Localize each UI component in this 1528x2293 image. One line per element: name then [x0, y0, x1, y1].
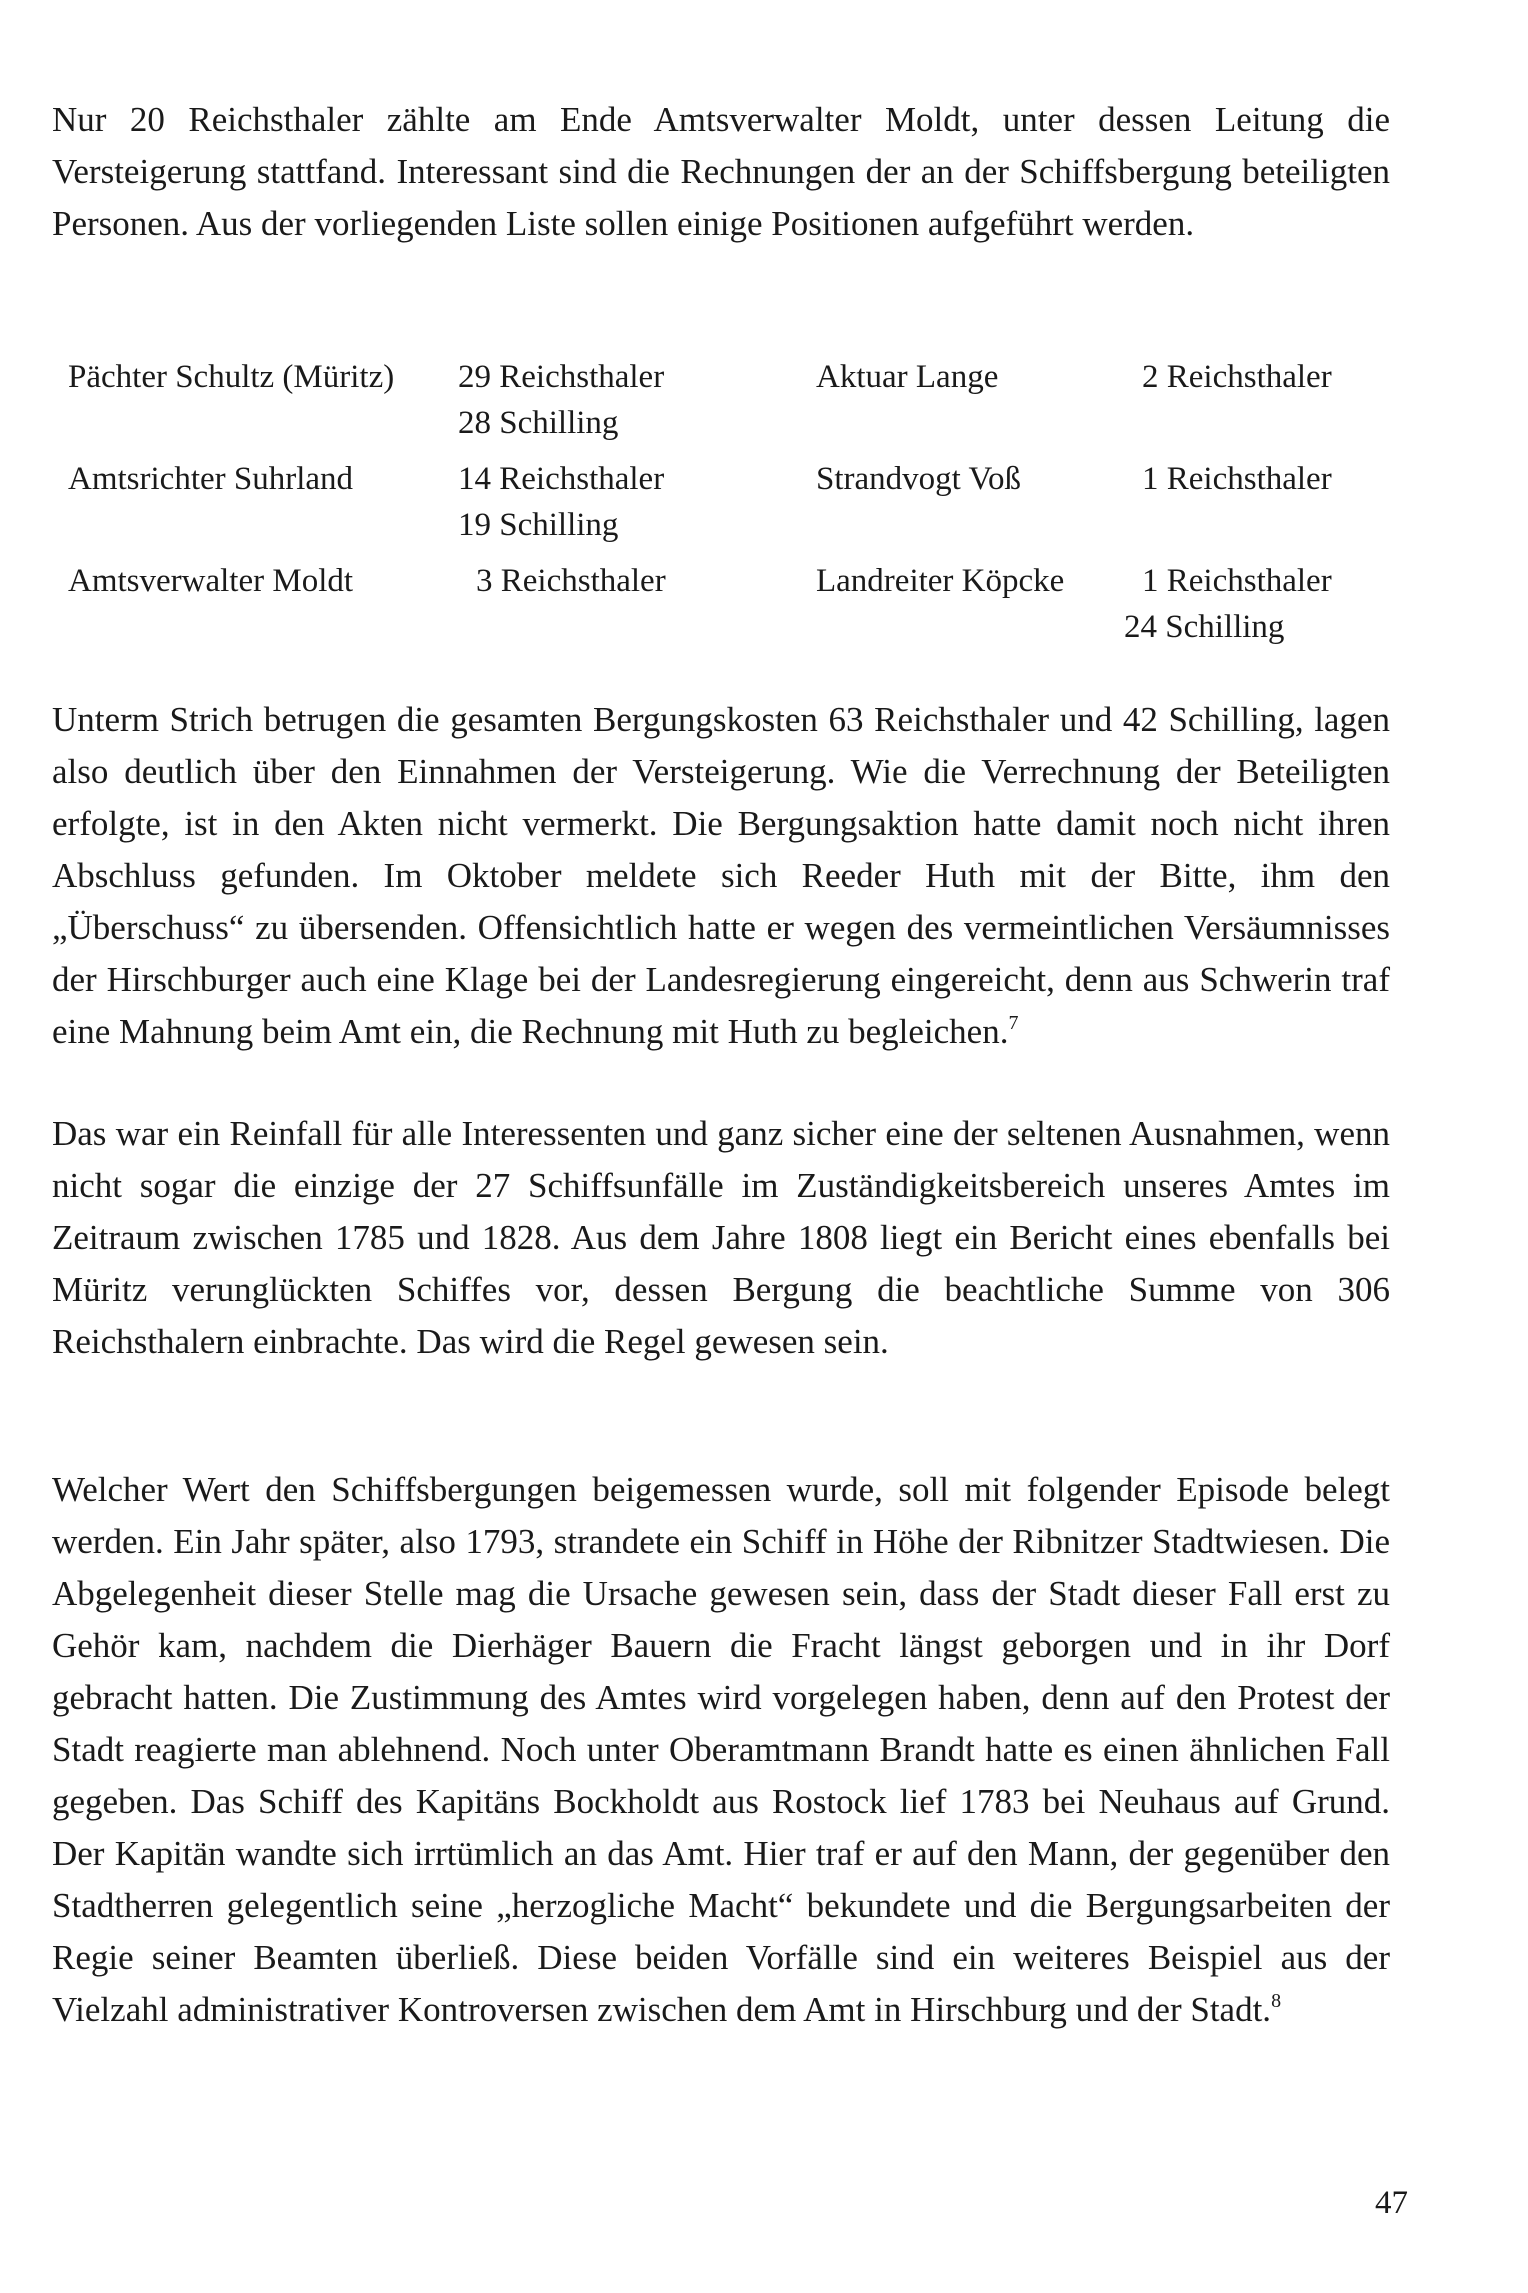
page-number: 47 — [1375, 2185, 1408, 2221]
paragraph-episode — [52, 1464, 1390, 2036]
cost-value — [1124, 558, 1354, 650]
cost-value-line1: 1 Reichsthaler — [1142, 563, 1332, 599]
cost-value-line1: 3 Reichsthaler — [476, 563, 666, 599]
cost-value-line2: 28 Schilling — [458, 405, 619, 441]
paragraph-episode-text: Welcher Wert den Schiffsbergungen beigemessen wurde, soll mit folgender Episode belegt werden. Ein Jahr später, also 1793, strandete ein Schiff in Höhe der Ribnitzer Stadtwiesen. Die Abgelegenheit dieser Stelle mag die Ursache gewesen sein, dass der Stadt dieser Fall erst zu Gehör kam, nachdem die Dierhäger Bauern die Fracht längst geborgen und in ihr Dorf gebracht hatten. Die Zustimmung des Amtes wird vorgelegen haben, denn auf den Protest der Stadt reagierte man ablehnend. Noch unter Oberamtmann Brandt hatte es einen ähnlichen Fall gegeben. Das Schiff des Kapitäns Bockholdt aus Rostock lief 1783 bei Neuhaus auf Grund. Der Kapitän wandte sich irrtümlich an das Amt. Hier traf er auf den Mann, der gegenüber den Stadtherren gelegentlich seine „herzogliche Macht“ bekundete und die Bergungsarbeiten der Regie seiner Beamten überließ. Diese beiden Vorfälle sind ein weiteres Beispiel aus der Vielzahl administrativer Kontroversen zwischen dem Amt in Hirschburg und der Stadt. — [52, 1470, 1390, 2029]
cost-value — [1124, 354, 1354, 400]
cost-name: Aktuar Lange — [816, 359, 999, 395]
cost-value-line2: 24 Schilling — [1124, 609, 1285, 645]
paragraph-exception: Das war ein Reinfall für alle Interessenten und ganz sicher eine der seltenen Ausnahmen, wenn nicht sogar die einzige der 27 Schiffsunfälle im Zuständigkeitsbereich unseres Amtes im Zeitraum zwischen 1785 und 1828. Aus dem Jahre 1808 liegt ein Bericht eines ebenfalls bei Müritz verunglückten Schiffes vor, dessen Bergung die beachtliche Summe von 306 Reichsthalern einbrachte. Das wird die Regel gewesen sein. — [52, 1114, 1390, 1361]
cost-name: Strandvogt Voß — [816, 461, 1022, 497]
cost-value — [458, 558, 688, 604]
cost-value — [458, 354, 688, 446]
cost-value — [458, 456, 688, 548]
cost-value-line1: 2 Reichsthaler — [1142, 359, 1332, 395]
cost-name: Pächter Schultz (Müritz) — [68, 359, 395, 395]
footnote-marker: 7 — [1008, 1012, 1019, 1034]
footnote-marker: 8 — [1271, 1990, 1282, 2012]
paragraph-intro: Nur 20 Reichsthaler zählte am Ende Amtsverwalter Moldt, unter dessen Leitung die Versteigerung stattfand. Interessant sind die Rechnungen der an der Schiffsbergung beteiligten Personen. Aus der vorliegenden Liste sollen einige Positionen aufgeführt werden. — [52, 100, 1390, 243]
paragraph-costs — [52, 694, 1390, 1058]
cost-name: Amtsverwalter Moldt — [68, 563, 354, 599]
paragraph-costs-text: Unterm Strich betrugen die gesamten Bergungskosten 63 Reichsthaler und 42 Schilling, lagen also deutlich über den Einnahmen der Versteigerung. Wie die Verrechnung der Beteiligten erfolgte, ist in den Akten nicht vermerkt. Die Bergungsaktion hatte damit noch nicht ihren Abschluss gefunden. Im Oktober meldete sich Reeder Huth mit der Bitte, ihm den „Überschuss“ zu übersenden. Offensichtlich hatte er wegen des vermeintlichen Versäumnisses der Hirschburger auch eine Klage bei der Landesregierung eingereicht, denn aus Schwerin traf eine Mahnung beim Amt ein, die Rechnung mit Huth zu begleichen. — [52, 700, 1390, 1051]
cost-value — [1124, 456, 1354, 502]
cost-value-line1: 29 Reichsthaler — [458, 359, 665, 395]
cost-name: Amtsrichter Suhrland — [68, 461, 354, 497]
cost-value-line1: 1 Reichsthaler — [1142, 461, 1332, 497]
cost-value-line1: 14 Reichsthaler — [458, 461, 665, 497]
cost-value-line2: 19 Schilling — [458, 507, 619, 543]
cost-name: Landreiter Köpcke — [816, 563, 1065, 599]
